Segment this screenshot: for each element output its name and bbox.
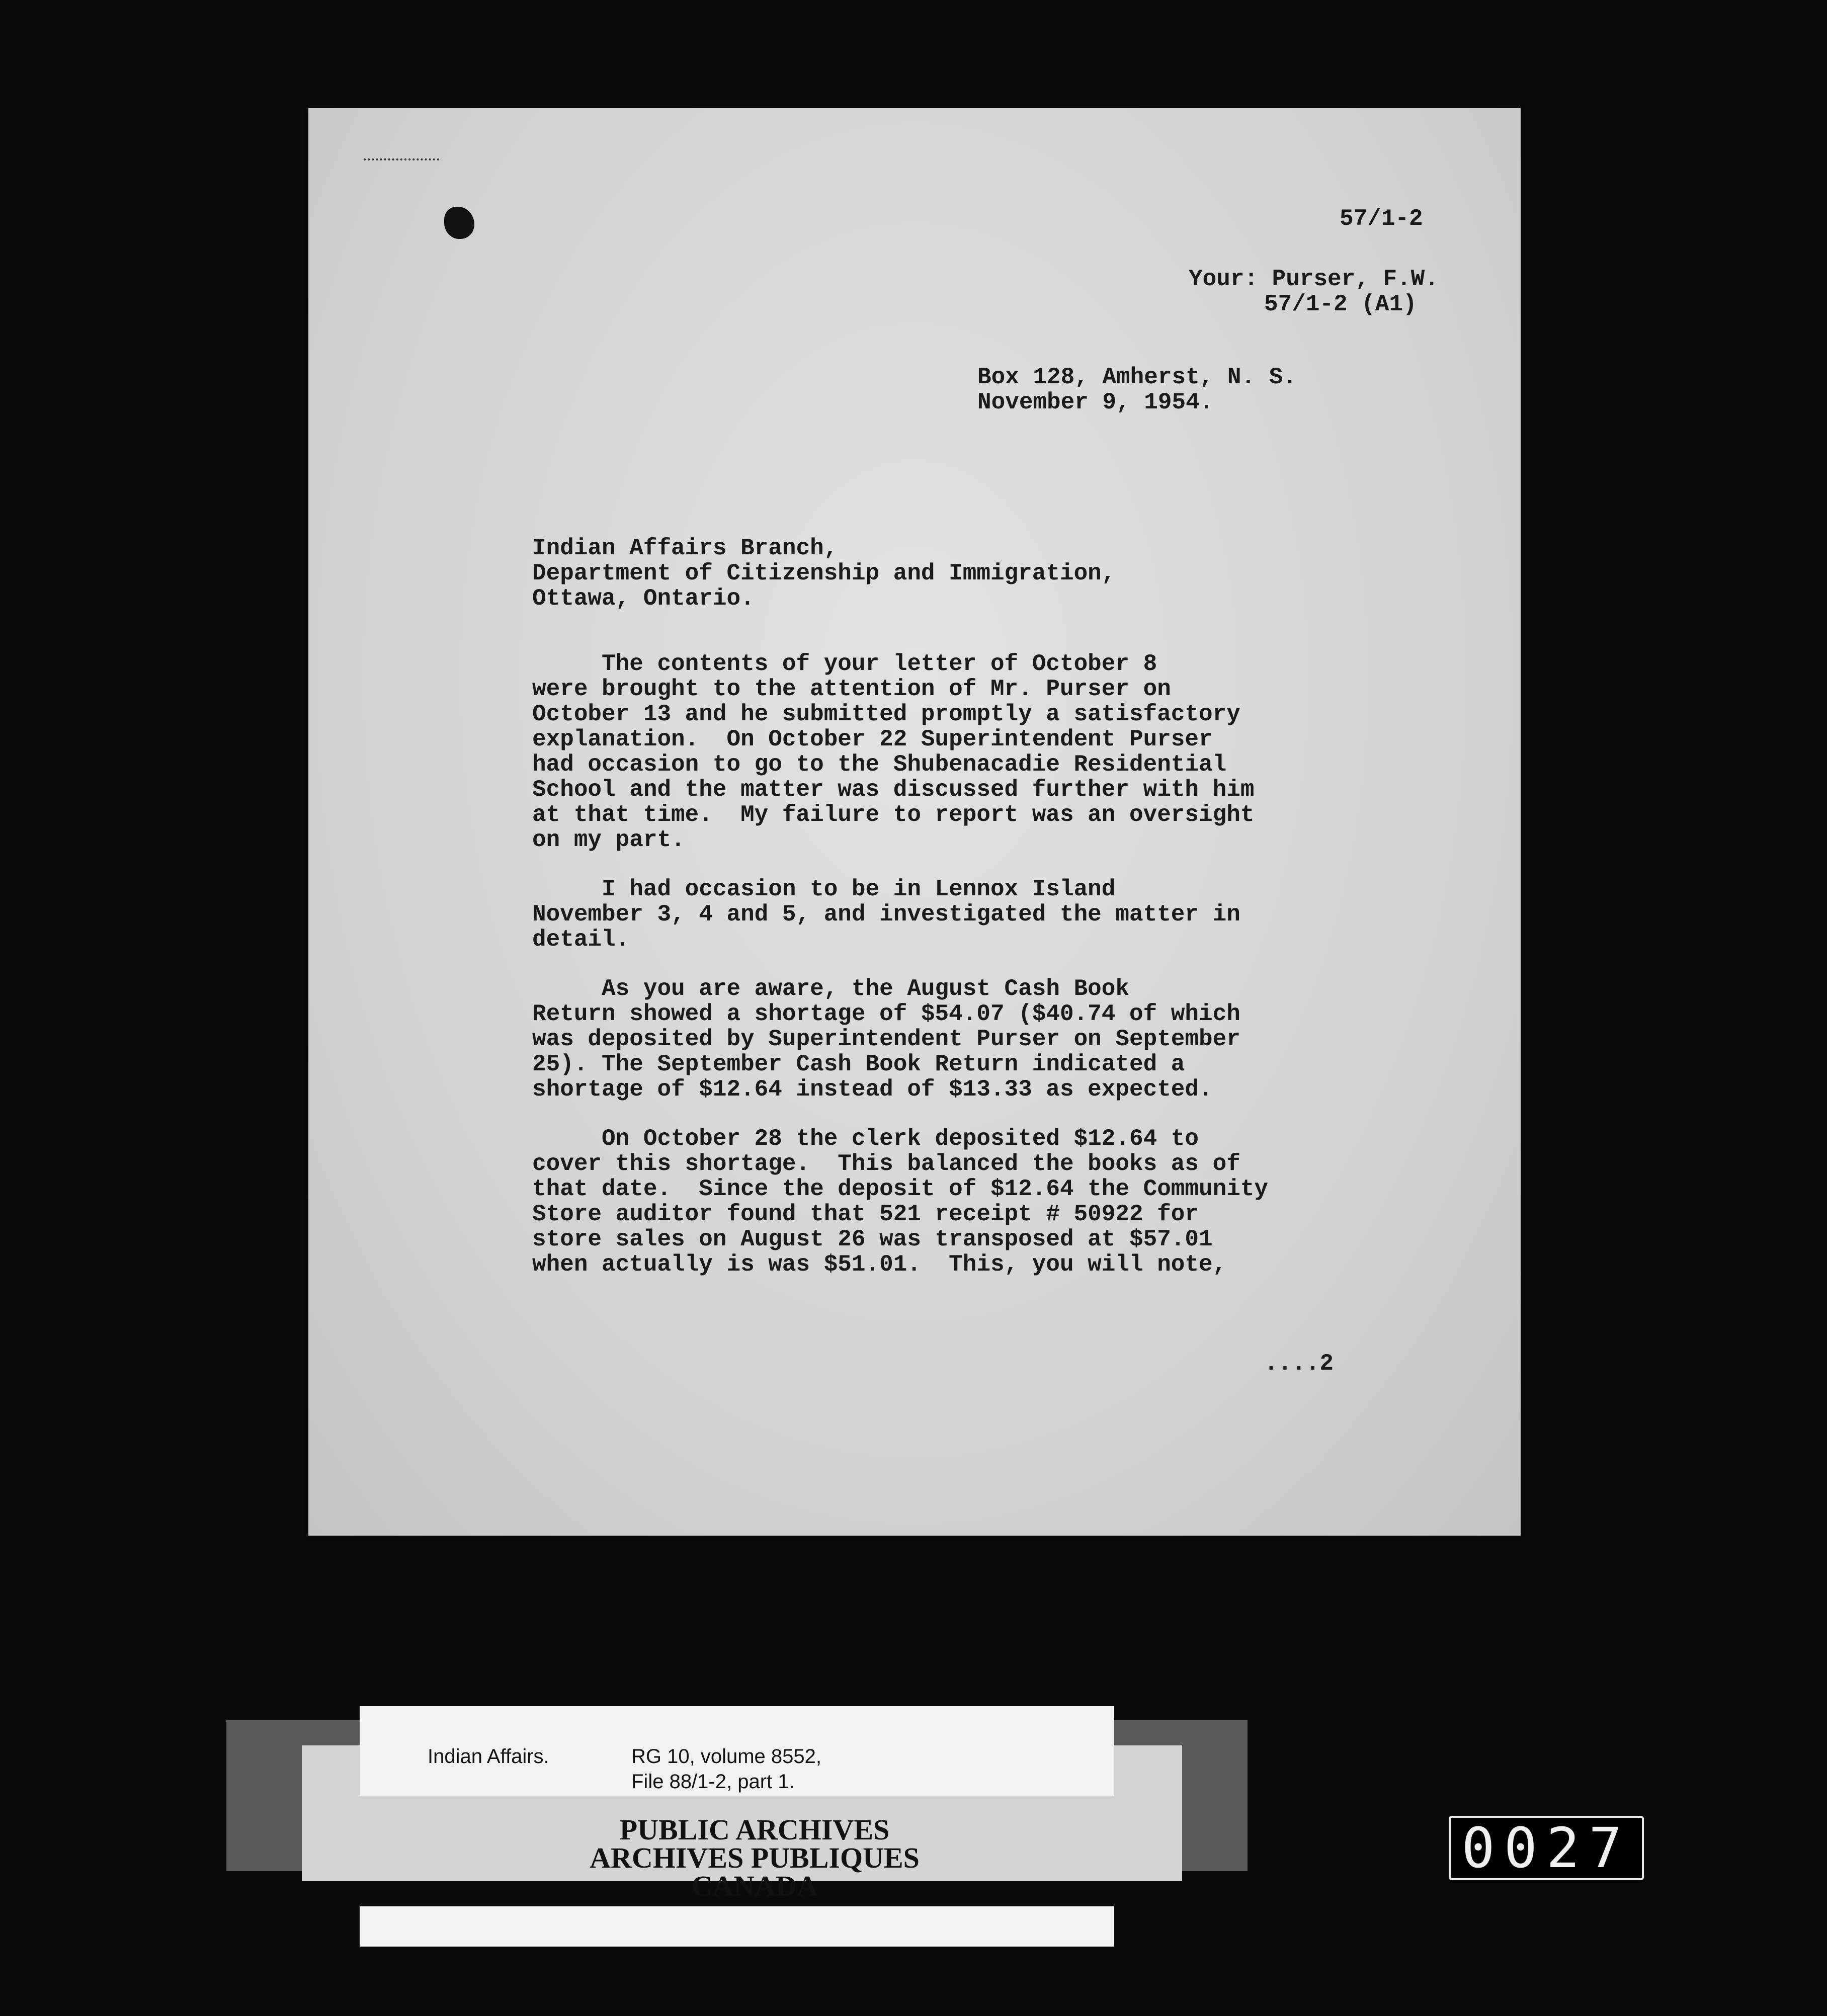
ink-mark	[364, 158, 439, 164]
text-line: November 3, 4 and 5, and investigated the matter in	[532, 901, 1240, 928]
archive-department: Indian Affairs.	[428, 1745, 549, 1768]
archives-stamp	[503, 1813, 1006, 1902]
your-reference-line-1: Your: Purser, F.W.	[1189, 266, 1439, 292]
text-line: were brought to the attention of Mr. Purser on	[532, 676, 1171, 702]
text-line: As you are aware, the August Cash Book	[532, 976, 1129, 1002]
text-line: on my part.	[532, 827, 685, 853]
text-line: had occasion to go to the Shubenacadie Residential	[532, 751, 1227, 778]
sender-address: Box 128, Amherst, N. S.	[977, 364, 1297, 390]
text-line: store sales on August 26 was transposed at $57.01	[532, 1226, 1213, 1252]
archives-stamp-line: ARCHIVES PUBLIQUES	[590, 1841, 920, 1874]
text-line: was deposited by Superintendent Purser on September	[532, 1026, 1240, 1052]
paragraph-3	[532, 976, 1387, 1102]
text-line: October 13 and he submitted promptly a satisfactory	[532, 701, 1240, 727]
letter-body	[532, 536, 1387, 1277]
archives-stamp-line: PUBLIC ARCHIVES	[619, 1813, 890, 1846]
letter-date: November 9, 1954.	[977, 389, 1214, 415]
paragraph-2	[532, 877, 1387, 952]
text-line: explanation. On October 22 Superintendent Purser	[532, 726, 1213, 752]
letter-page	[308, 108, 1521, 1536]
your-reference-line-2: 57/1-2 (A1)	[1264, 291, 1417, 317]
recipient-line: Ottawa, Ontario.	[532, 585, 755, 612]
ink-blot	[444, 207, 474, 239]
text-line: On October 28 the clerk deposited $12.64 to	[532, 1126, 1199, 1152]
text-line: that date. Since the deposit of $12.64 the Community	[532, 1176, 1269, 1202]
archive-reference-line-1: RG 10, volume 8552,	[631, 1745, 821, 1768]
paragraph-4	[532, 1126, 1387, 1277]
text-line: 25). The September Cash Book Return indicated a	[532, 1051, 1185, 1077]
text-line: I had occasion to be in Lennox Island	[532, 876, 1116, 902]
archives-stamp-line: CANADA	[691, 1870, 818, 1902]
text-line: Store auditor found that 521 receipt # 50922 for	[532, 1201, 1199, 1227]
recipient-line: Indian Affairs Branch,	[532, 535, 838, 561]
text-line: cover this shortage. This balanced the books as of	[532, 1151, 1240, 1177]
paragraph-1	[532, 651, 1387, 853]
text-line: Return showed a shortage of $54.07 ($40.74 of which	[532, 1001, 1240, 1027]
page-continuation: ....2	[1264, 1351, 1334, 1377]
text-line: detail.	[532, 927, 630, 953]
file-number: 57/1-2	[1340, 206, 1423, 232]
frame-number: 0027	[1449, 1816, 1644, 1880]
recipient-line: Department of Citizenship and Immigration,	[532, 560, 1116, 586]
archive-reference-line-2: File 88/1-2, part 1.	[631, 1771, 795, 1793]
archive-bottom-slip	[360, 1906, 1114, 1947]
recipient-block	[532, 536, 1387, 611]
text-line: shortage of $12.64 instead of $13.33 as expected.	[532, 1076, 1213, 1103]
text-line: The contents of your letter of October 8	[532, 651, 1157, 677]
text-line: at that time. My failure to report was an oversight	[532, 802, 1255, 828]
text-line: School and the matter was discussed further with him	[532, 777, 1255, 803]
text-line: when actually is was $51.01. This, you will note,	[532, 1251, 1227, 1278]
